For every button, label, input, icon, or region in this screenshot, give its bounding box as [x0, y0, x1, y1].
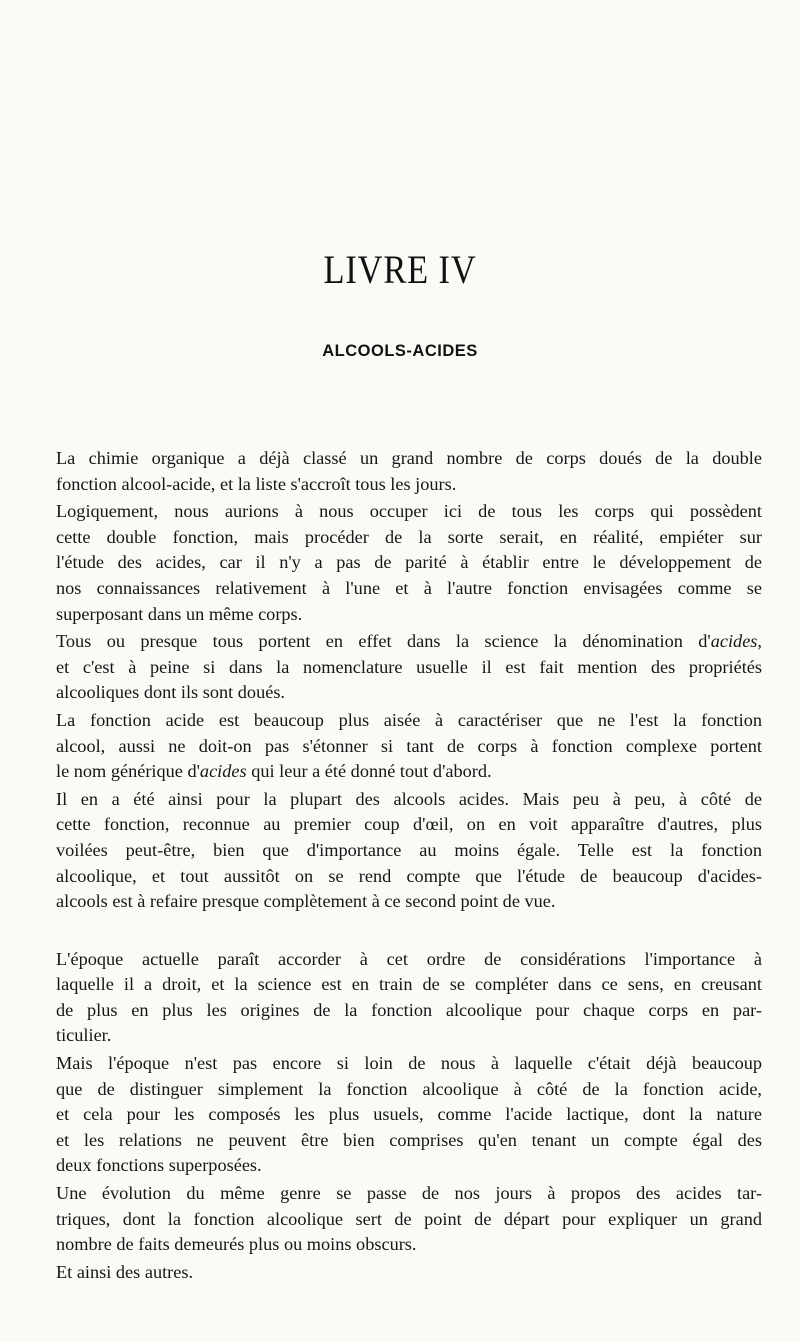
text-line: alcools est à refaire presque complètement à ce second point de vue. [56, 891, 556, 912]
text-line: deux fonctions superposées. [56, 1155, 262, 1176]
text-line: cette fonction, reconnue au premier coup d'œil, on en voit apparaître d'autres, plus [56, 814, 762, 835]
paragraph-1 [30, 446, 762, 497]
italic-term: acides, [710, 631, 762, 652]
text-line: laquelle il a droit, et la science est en train de se compléter dans ce sens, en creusant [56, 974, 762, 995]
text-line: le nom générique d'acides qui leur a été donné tout d'abord. [56, 761, 492, 782]
text-line: Et ainsi des autres. [56, 1261, 194, 1282]
text-line: l'étude des acides, car il n'y a pas de parité à établir entre le développement de [56, 552, 762, 573]
text-line: cette double fonction, mais procéder de la sorte serait, en réalité, empiéter sur [56, 526, 762, 547]
text-line: L'époque actuelle paraît accorder à cet ordre de considérations l'importance à [56, 948, 762, 969]
text-line: ticulier. [56, 1025, 112, 1046]
text-line: Tous ou presque tous portent en effet dans la science la dénomination d'acides, [56, 631, 762, 652]
text-line: et cela pour les composés les plus usuels, comme l'acide lactique, dont la nature [56, 1104, 762, 1125]
text-line: triques, dont la fonction alcoolique sert de point de départ pour expliquer un grand [56, 1208, 762, 1229]
paragraph-8 [30, 1181, 762, 1258]
paragraph-2 [30, 499, 762, 627]
text-line: de plus en plus les origines de la fonction alcoolique pour chaque corps en par- [56, 999, 762, 1020]
text-line: nombre de faits demeurés plus ou moins obscurs. [56, 1234, 417, 1255]
paragraph-3 [30, 629, 762, 706]
body-text [30, 446, 762, 1287]
text-line: La fonction acide est beaucoup plus aisée à caractériser que ne l'est la fonction [56, 709, 762, 730]
paragraph-9 [30, 1260, 762, 1286]
text-line: et c'est à peine si dans la nomenclature usuelle il est fait mention des propriétés [56, 656, 762, 677]
text-line: que de distinguer simplement la fonction alcoolique à côté de la fonction acide, [56, 1078, 762, 1099]
text-line: La chimie organique a déjà classé un grand nombre de corps doués de la double [56, 448, 762, 468]
text-line: nos connaissances relativement à l'une et à l'autre fonction envisagées comme se [56, 577, 762, 598]
paragraph-4 [30, 708, 762, 785]
text-line: fonction alcool-acide, et la liste s'accroît tous les jours. [56, 473, 457, 494]
text-line: alcooliques dont ils sont doués. [56, 682, 286, 703]
text-line: superposant dans un même corps. [56, 603, 303, 624]
page-title: LIVRE IV [323, 247, 477, 292]
text-line: alcool, aussi ne doit-on pas s'étonner si tant de corps à fonction complexe portent [56, 735, 762, 756]
text-line: alcoolique, et tout aussitôt on se rend compte que l'étude de beaucoup d'acides- [56, 865, 762, 886]
text-line: Il en a été ainsi pour la plupart des alcools acides. Mais peu à peu, à côté de [56, 788, 762, 809]
section-gap [30, 917, 762, 947]
text-line: Mais l'époque n'est pas encore si loin de nous à laquelle c'était déjà beaucoup [56, 1053, 762, 1074]
text-line: voilées peut-être, bien que d'importance au moins égale. Telle est la fonction [56, 839, 762, 860]
paragraph-7 [30, 1051, 762, 1179]
italic-term: acides [199, 761, 247, 782]
page-subtitle: ALCOOLS-ACIDES [322, 342, 478, 360]
text-line: Logiquement, nous aurions à nous occuper ici de tous les corps qui possèdent [56, 501, 762, 522]
text-line: Une évolution du même genre se passe de nos jours à propos des acides tar- [56, 1183, 762, 1204]
text-line: et les relations ne peuvent être bien comprises qu'en tenant un compte égal des [56, 1129, 762, 1150]
paragraph-6 [30, 947, 762, 1049]
paragraph-5 [30, 787, 762, 915]
